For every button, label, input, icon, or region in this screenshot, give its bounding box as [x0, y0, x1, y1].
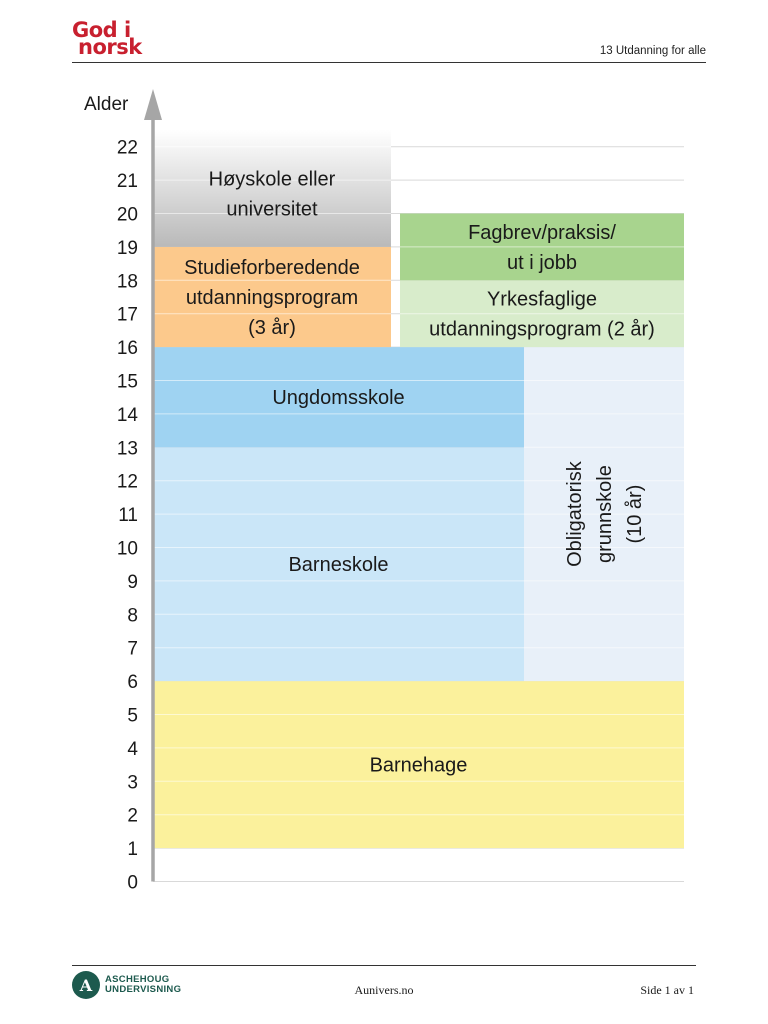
- obligatorisk-label-line: (10 år): [624, 484, 646, 544]
- tick-label: 12: [116, 471, 138, 493]
- tick-label: 1: [127, 839, 138, 861]
- tick-label: 20: [116, 204, 138, 226]
- tick-label: 15: [116, 371, 138, 393]
- footer-site-link[interactable]: Aunivers.no: [354, 983, 414, 997]
- barnehage-label: [370, 755, 468, 777]
- brand-line-2: UNDERVISNING: [105, 984, 182, 995]
- tick-label: 21: [116, 171, 138, 193]
- tick-label: 0: [127, 872, 138, 894]
- hoyskole-label-line: Høyskole eller: [208, 168, 336, 191]
- yrkesfaglige-label-line: utdanningsprogram (2 år): [429, 318, 655, 341]
- y-axis-arrow-icon: [144, 89, 162, 120]
- tick-label: 8: [127, 605, 138, 627]
- obligatorisk-label-line: grunnskole: [594, 465, 616, 564]
- fagbrev-label-line: Fagbrev/praksis/: [468, 221, 616, 244]
- god-i-norsk-logo: [72, 18, 156, 62]
- footer-divider: [72, 965, 696, 966]
- tick-label: 22: [116, 137, 138, 159]
- tick-label: 13: [116, 438, 138, 460]
- education-age-diagram: [0, 80, 768, 900]
- obligatorisk-label-line: Obligatorisk: [564, 461, 586, 567]
- tick-label: 9: [127, 571, 138, 593]
- barneskole-label: [288, 554, 388, 576]
- barneskole-label-line: Barneskole: [288, 554, 389, 577]
- tick-label: 7: [127, 638, 138, 660]
- tick-label: 19: [116, 237, 138, 259]
- studieforberedende-label-line: (3 år): [248, 317, 296, 339]
- tick-label: 18: [116, 271, 138, 293]
- aschehoug-badge-icon: A: [72, 971, 100, 999]
- tick-label: 16: [116, 338, 138, 360]
- ungdomsskole-label: [272, 387, 404, 409]
- logo-line-1: God i: [72, 18, 131, 42]
- logo-line-2: norsk: [78, 35, 142, 59]
- brand-line-1: ASCHEHOUG: [105, 973, 170, 985]
- ungdomsskole-label-line: Ungdomsskole: [272, 387, 405, 410]
- hoyskole-label-line: universitet: [226, 198, 318, 221]
- tick-label: 4: [127, 738, 138, 760]
- tick-label: 17: [116, 304, 138, 326]
- tick-label: 14: [116, 404, 138, 426]
- header-divider: [72, 62, 706, 63]
- tick-label: 3: [127, 772, 138, 794]
- tick-label: 6: [127, 672, 138, 694]
- axis-title: Alder: [84, 94, 129, 115]
- fagbrev-label-line: ut i jobb: [506, 251, 578, 274]
- barnehage-label-line: Barnehage: [369, 754, 468, 777]
- yrkesfaglige-label-line: Yrkesfaglige: [486, 288, 598, 311]
- tick-label: 11: [118, 505, 138, 527]
- chapter-title: 13 Utdanning for alle: [599, 45, 706, 57]
- tick-label: 5: [127, 705, 138, 727]
- tick-labels: [117, 138, 139, 894]
- studieforberedende-label-line: Studieforberedende: [184, 257, 360, 279]
- tick-label: 10: [116, 538, 138, 560]
- page-number: Side 1 av 1: [640, 983, 694, 997]
- tick-label: 2: [127, 805, 138, 827]
- studieforberedende-label-line: utdanningsprogram: [185, 287, 359, 309]
